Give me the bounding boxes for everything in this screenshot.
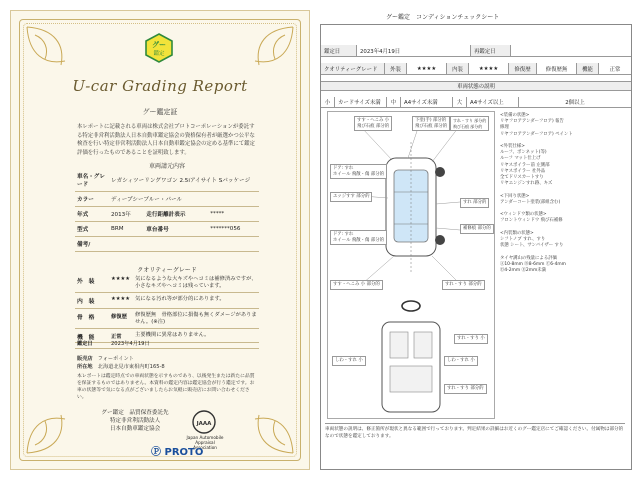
year-value: 2013年 [109, 207, 144, 222]
note-line: 修理 [500, 125, 509, 131]
address-value: 北海道北見市東相内町165-8 [97, 364, 165, 371]
damage-callout: ドア: すれ ホイール 飛散・傷 部分的 [330, 164, 387, 179]
note-line: リヤスポイラー 社外品 [500, 168, 546, 174]
interior-stars: ★★★★ [111, 296, 130, 302]
note-line: Ⓓ4-2mm Ⓔ2mm未満 [500, 268, 547, 274]
date-row [321, 45, 631, 57]
model-value: BRM [109, 222, 144, 237]
year-label: 年式 [75, 207, 109, 222]
corner-flourish-icon [235, 395, 295, 455]
size-medium-description: A4サイズ未満 [401, 97, 453, 107]
function-label: 機能 [577, 63, 599, 74]
table-row [75, 207, 259, 222]
table-row [75, 222, 259, 237]
damage-callout: すれ・すり 小 [454, 334, 488, 344]
note-line: リヤスポイラー前 左側部 [500, 162, 550, 168]
note-line: タイヤ溝山の残量による評価 [500, 255, 557, 261]
frame-description: 修復歴無 骨格部位に損傷も無くダメージがありません。(※注) [135, 312, 257, 325]
note-line: リヤフロアアンダーフロア) 報告 [500, 119, 564, 125]
table-row [75, 169, 259, 192]
goo-appraisal-logo-icon [144, 33, 174, 63]
note-line: リヤエンジンすれ跡、キズ [500, 181, 553, 187]
function-label: 機 能 [77, 335, 95, 341]
mileage-value: ***** [208, 207, 259, 222]
size-small-description: カードサイズ未満 [335, 97, 387, 107]
exterior-stars: ★★★★ [111, 276, 130, 282]
certificate-intro-text: 本レポートに記載される車両は株式会社プロトコーポレーションが委託する特定非営利活動法人日本自動車鑑定協会の資格保有者が厳選かつ公平な検査を行い特定非営利活動法人日本自動車鑑定協会の定める基準にて鑑定評価を行ったものであることを証明致します。 [77, 124, 255, 156]
color-value: ディープシーブルー・パール [109, 192, 259, 207]
table-row [75, 339, 259, 349]
table-row [75, 192, 259, 207]
issuer-name: グー鑑定 品質保査委託先 特定非営利活動法人 日本自動車鑑定協会 [101, 410, 169, 432]
reappraisal-date-label: 再鑑定日 [471, 45, 511, 56]
size-large-description: A4サイズ以上 [467, 97, 519, 107]
sheet-footer-note: 車両状態の説明は、修正箇所が現状と異なる範囲で行っております。判定結果の詳細はお近くのグー鑑定店にてご確認ください。付属物は部分的なので状態を鑑定しております。 [325, 423, 625, 440]
address-row [77, 363, 259, 371]
note-line: シフトノブ すれ、すり [500, 237, 546, 243]
note-line: アンダーコート塗装(部組含む) [500, 199, 561, 205]
condition-notes [496, 111, 626, 417]
damage-callout: しわ・すれ 小 [332, 356, 366, 366]
dealer-info [77, 355, 259, 371]
color-label: カラー [75, 192, 109, 207]
exterior-description: 気になるような大キズやヘコミは補修済みですが、小さなキズやヘコミは残っています。 [135, 276, 257, 289]
exterior-label: 外装 [385, 63, 407, 74]
note-line: Ⓐ10-8mm Ⓑ8-6mm Ⓒ6-4mm [500, 261, 566, 267]
svg-text:JAAA: JAAA [196, 421, 212, 427]
damage-callout: すす・へこみ 小 部分的 [330, 280, 383, 290]
vehicle-state-heading: 車両状態の説明 [321, 81, 631, 91]
frame-value: 修復歴 [111, 314, 127, 320]
svg-text:鑑定: 鑑定 [153, 51, 165, 57]
damage-callout: ドア: すれ ホイール 飛散・傷 部分的 [330, 230, 387, 245]
address-label: 所在地 [77, 364, 93, 371]
frame-label: 骨 格 [77, 315, 95, 321]
svg-text:グー: グー [152, 41, 166, 49]
note-line: <下回り状態> [500, 193, 530, 199]
certificate-disclaimer: 本レポートは鑑定時点での車両状態を示すものであり、以後発生または新たに品質を保証するものではありません。本資料の鑑定内容は鑑定協会が行う鑑定です。お車の状態等で気になる点がございましたらお気軽に販売店にお問い合わせください。 [77, 374, 255, 400]
note-line: リヤフロアアンダーフロア) ペイント [500, 131, 573, 137]
note-line: 全てドリスカートすり [500, 175, 544, 181]
dealer-label: 販売店 [77, 356, 93, 362]
note-line: <ウィンドウ類の状態> [500, 212, 547, 218]
mileage-label: 走行距離計表示 [144, 207, 208, 222]
vehicle-details-table [75, 169, 259, 252]
note-line: ルーフ、ボンネット(等) [500, 150, 547, 156]
corner-flourish-icon [25, 395, 85, 455]
appraisal-date-label: 鑑定日 [75, 339, 109, 349]
damage-callout: 補修痕 部分的 [460, 224, 494, 234]
damage-callout: 下塗(手) 部分的 飛び石痕 部分的 [412, 116, 450, 131]
dealer-row [77, 355, 259, 363]
note-line: <装備の状態> [500, 113, 530, 118]
chassis-number-label: 車台番号 [144, 222, 208, 237]
table-row [75, 237, 259, 252]
exterior-grade-row [75, 273, 259, 293]
proto-logo: Ⓟ PROTO [151, 447, 204, 458]
interior-description: 気になる汚れ等が部分的にあります。 [135, 296, 225, 302]
note-line: フロントウィンドウ 飛び石補修 [500, 218, 563, 224]
repair-history-value: 修復歴無 [537, 63, 577, 74]
appraisal-date-label: 鑑定日 [321, 45, 357, 56]
note-line: <外装仕様> [500, 144, 525, 150]
function-description: 主要機関に異常はありません。 [135, 332, 210, 338]
function-value: 正常 [609, 66, 621, 73]
note-line: ルーフ マット仕上げ [500, 156, 541, 162]
issue-details-table [75, 339, 259, 349]
function-value: 正常 [111, 334, 122, 340]
frame-grade-row [75, 309, 259, 329]
size-large-symbol: 大 [453, 97, 467, 107]
chassis-number-value: *******056 [208, 222, 259, 237]
corner-flourish-icon [235, 25, 295, 85]
note-line: <内装類の状態> [500, 230, 534, 236]
corner-flourish-icon [25, 25, 85, 85]
jaaa-logo-icon [191, 409, 217, 435]
damage-callout: エッジすす 部分的 [330, 192, 372, 202]
exterior-label: 外 装 [77, 279, 95, 285]
vehicle-name-value: レガシィツーリングワゴン 2.5iアイサイト Sパッケージ [109, 169, 259, 192]
grade-row [321, 63, 631, 75]
appraisal-date-value: 2023年4月19日 [357, 45, 471, 56]
remarks-value [109, 237, 259, 252]
sheet-title: グー鑑定 コンディションチェックシート [386, 14, 500, 21]
damage-callout: しわ・すれ 小 [444, 356, 478, 366]
damage-callout: すれ・すり 部分的 [442, 280, 485, 290]
remarks-label: 備考/ [75, 237, 109, 252]
appraisal-date-value: 2023年4月19日 [109, 339, 259, 349]
page-count: 2個以上 [565, 100, 585, 106]
exterior-stars: ★★★★ [407, 63, 447, 74]
jaaa-caption: Japan Automobile Appraisal Association [186, 435, 224, 450]
vehicle-name-label: 車名・グレード [75, 169, 109, 192]
damage-callout: すれ・すり 部分的 [444, 384, 487, 394]
interior-label: 内装 [447, 63, 469, 74]
condition-check-sheet [320, 24, 632, 470]
size-medium-symbol: 中 [387, 97, 401, 107]
vehicle-damage-diagram [327, 111, 495, 419]
quality-grade-heading: クオリティーグレード [137, 267, 197, 274]
certificate-subtitle: グー鑑定証 [142, 108, 178, 116]
dealer-value: フォーポイント [97, 356, 134, 362]
vehicle-section-heading: 車両請元内容 [148, 163, 185, 170]
quality-grade-label: クオリティーグレード [321, 63, 385, 74]
note-line: 状態 シート、サンバイザー すり [500, 243, 564, 249]
damage-callout: すれ 部分的 [460, 198, 489, 208]
interior-grade-row [75, 293, 259, 309]
grading-certificate [10, 10, 310, 470]
model-label: 型式 [75, 222, 109, 237]
damage-size-legend [321, 97, 631, 108]
damage-callout: すす・へこみ 小 飛び石痕 部分的 [354, 116, 392, 131]
size-small-symbol: 小 [321, 97, 335, 107]
reappraisal-date-value [511, 45, 631, 56]
certificate-title: U-car Grading Report [72, 77, 248, 95]
repair-history-label: 修復歴 [509, 63, 537, 74]
interior-label: 内 装 [77, 299, 95, 305]
damage-callout: すれ・すり 部分的 飛び石痕 部分的 [450, 116, 489, 131]
interior-stars: ★★★★ [469, 63, 509, 74]
car-outline-diagram [328, 112, 496, 420]
